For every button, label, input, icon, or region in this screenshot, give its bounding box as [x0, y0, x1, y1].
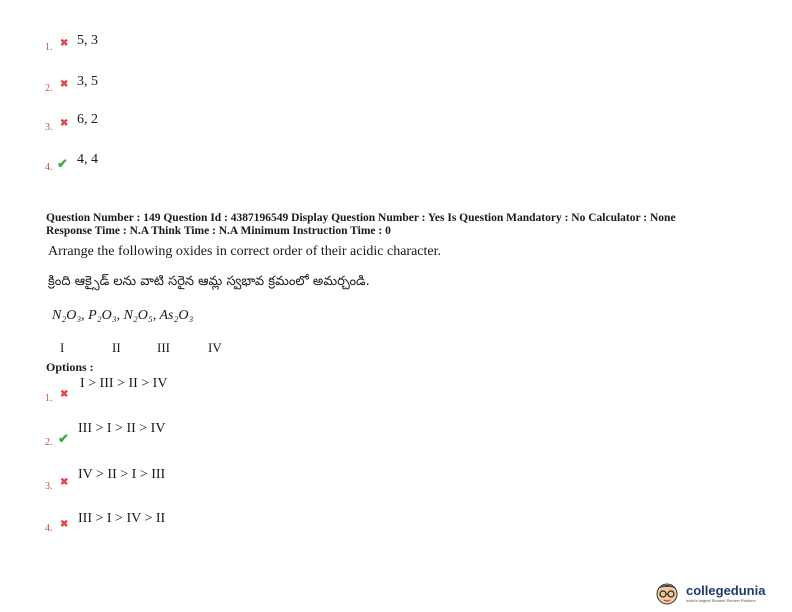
option-number: 1. [45, 42, 53, 53]
option-number: 1. [45, 393, 53, 404]
collegedunia-logo [652, 580, 782, 606]
option-value: 5, 3 [77, 33, 98, 48]
option-number: 2. [45, 83, 53, 94]
option-number: 4. [45, 523, 53, 534]
options-label: Options : [46, 360, 94, 374]
option-value: I > III > II > IV [80, 376, 168, 391]
mascot-icon [652, 580, 682, 606]
oxide-label-3: III [157, 340, 170, 355]
cross-icon: ✖ [60, 38, 69, 49]
option-number: 3. [45, 481, 53, 492]
question-meta-line2: Response Time : N.A Think Time : N.A Minimum Instruction Time : 0 [46, 225, 391, 237]
option-value: 6, 2 [77, 112, 98, 127]
cross-icon: ✖ [60, 389, 69, 400]
check-icon: ✔ [57, 156, 68, 171]
oxides-list: N₂O₃, P₂O₃, N₂O₅, As₂O₃ [52, 308, 194, 323]
option-value: III > I > II > IV [78, 421, 166, 436]
option-number: 2. [45, 437, 53, 448]
option-value: 4, 4 [77, 152, 98, 167]
cross-icon: ✖ [60, 118, 69, 129]
question-meta-line1: Question Number : 149 Question Id : 4387196549 Display Question Number : Yes Is Question Mandatory : No Calculator : None [46, 212, 676, 224]
cross-icon: ✖ [60, 79, 69, 90]
oxide-label-2: II [112, 340, 121, 355]
question-text-english: Arrange the following oxides in correct order of their acidic character. [48, 244, 441, 259]
cross-icon: ✖ [60, 477, 69, 488]
cross-icon: ✖ [60, 519, 69, 530]
option-value: IV > II > I > III [78, 467, 166, 482]
option-value: III > I > IV > II [78, 511, 166, 526]
brand-name: collegedunia [686, 583, 766, 598]
question-text-telugu: క్రింది ఆక్సైడ్ లను వాటి సరైన ఆమ్ల స్వభావ క్రమంలో అమర్చండి. [48, 274, 370, 289]
option-number: 4. [45, 162, 53, 173]
check-icon: ✔ [58, 431, 69, 446]
oxide-label-1: I [60, 340, 65, 355]
brand-tagline: India's largest Student Review Platform [686, 598, 756, 603]
oxide-label-4: IV [208, 340, 222, 355]
option-number: 3. [45, 122, 53, 133]
option-value: 3, 5 [77, 74, 98, 89]
